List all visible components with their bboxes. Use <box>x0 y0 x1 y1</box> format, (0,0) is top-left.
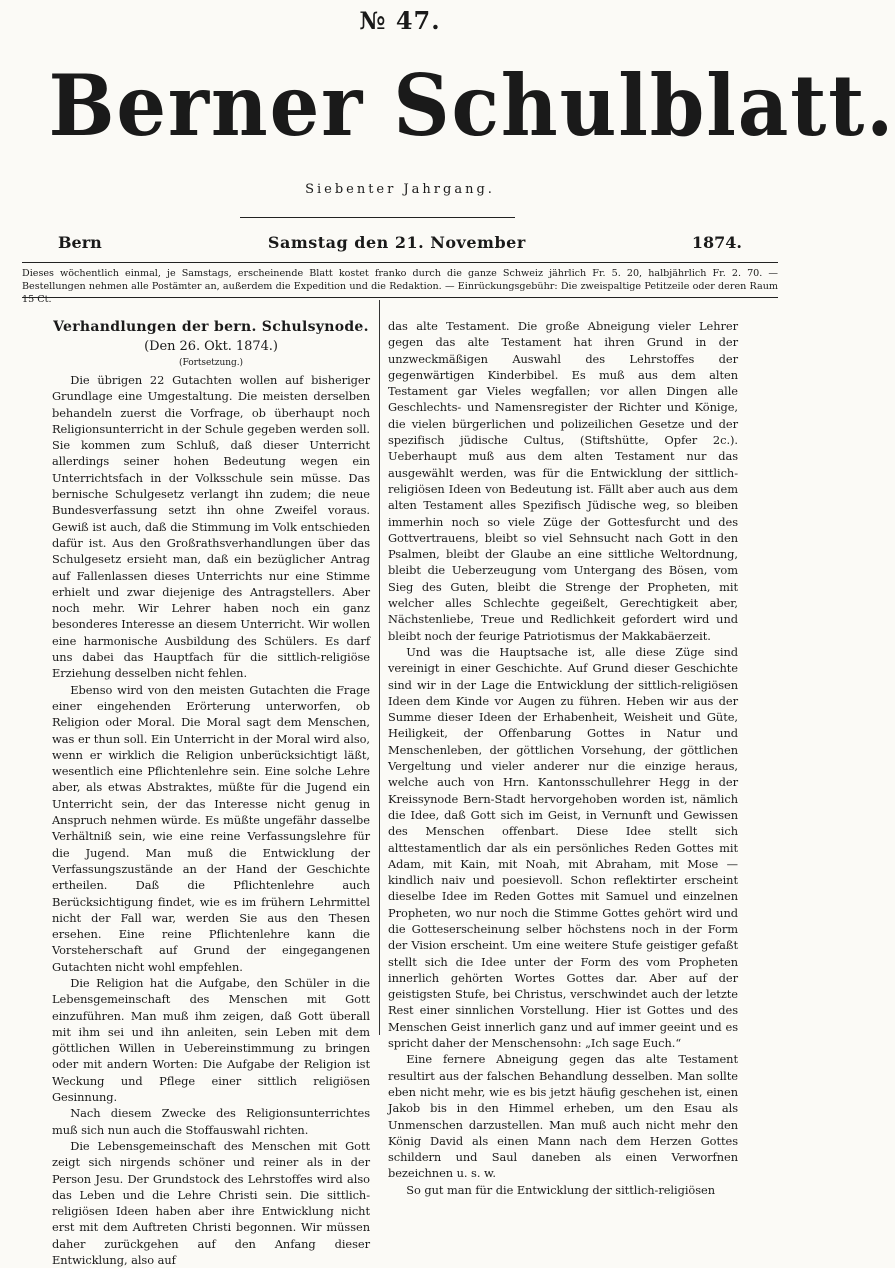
dateline <box>58 233 742 255</box>
issue-year: 1874. <box>691 233 742 252</box>
paragraph: Die Religion hat die Aufgabe, den Schüler in die Lebensgemeinschaft des Menschen mit Gott einzuführen. Man muß ihm zeigen, daß Gott überall mit ihm sei und ihn anleiten, sein Leben mit dem göttlichen Willen in Uebereinstimmung zu bringen oder mit andern Worten: Die Aufgabe der Religion ist Weckung und Pflege einer sittlich religiösen Gesinnung. <box>52 975 370 1105</box>
paragraph: das alte Testament. Die große Abneigung vieler Lehrer gegen das alte Testament hat ihren Grund in der unzweckmäßigen Auswahl des Lehrstoffes der gegenwärtigen Kinderbibel. Es muß aus dem alten Testament gar Vieles wegfallen; vor allen Dingen alle Geschlechts- und Namensregister der Richter und Könige, die vielen bürgerlichen und polizeilichen Gesetze und der spezifisch jüdische Cultus, (Stiftshütte, Opfer 2c.). Ueberhaupt muß aus dem alten Testament nur das ausgewählt werden, was für die Entwicklung der sittlich-religiösen Ideen von Bedeutung ist. Fällt aber auch aus dem alten Testament alles Spezifisch Jüdische weg, so bleiben immerhin noch so viele Züge der Gottesfurcht und des Gottvertrauens, bleibt so viel Sehnsucht nach Gott in den Psalmen, bleibt der Glaube an eine sittliche Weltordnung, bleibt die Ueberzeugung vom Untergang des Bösen, vom Sieg des Guten, bleibt die Strenge der Propheten, mit welcher alles Schlechte gegeißelt, Gerechtigkeit aber, Nächstenliebe, Treue und Redlichkeit gefordert wird und bleibt noch der feurige Patriotismus der Makkabäerzeit. <box>388 319 738 643</box>
paragraph: Ebenso wird von den meisten Gutachten die Frage einer eingehenden Erörterung unterworfen, ob Religion oder Moral. Die Moral sagt dem Menschen, was er thun soll. Ein Unterricht in der Moral wird also, wenn er wirklich die Religion unberücksichtigt läßt, wesentlich eine Pflichtenlehre sein. Eine solche Lehre aber, als etwas Abstraktes, müßte für die Jugend ein Unterricht sein, der das Interesse nicht genug in Anspruch nehmen würde. Es müßte ungefähr dasselbe Verhältniß sein, wie eine reine Verfassungslehre für die Jugend. Man muß die Entwicklung der Verfassungszustände an der Hand der Geschichte ertheilen. Daß die Pflichtenlehre auch Berücksichtigung findet, wie es im frühern Lehrmittel nicht der Fall war, werden Sie aus den Thesen ersehen. Eine reine Pflichtenlehre kann die Vorsteherschaft auf Grund der eingegangenen Gutachten nicht wohl empfehlen. <box>52 682 370 974</box>
volume-subtitle: Siebenter Jahrgang. <box>305 182 495 197</box>
issue-number: № 47. <box>359 6 441 35</box>
newspaper-title: Berner Schulblatt. <box>48 56 895 155</box>
paragraph: So gut man für die Entwicklung der sittlich-religiösen <box>406 1182 716 1197</box>
subscription-notice: Dieses wöchentlich einmal, je Samstags, erscheinende Blatt kostet franko durch die ganze Schweiz jährlich Fr. 5. 20, halbjährlich Fr. 2. 70. — Bestellungen nehmen alle Postämter an, außerdem die Expedition und die Redaktion. — Einrückungsgebühr: Die zweispaltige Petitzeile oder deren Raum 15 Ct. <box>22 268 778 305</box>
issue-date: Samstag den 21. November <box>267 233 526 252</box>
paragraph: Die übrigen 22 Gutachten wollen auf bisheriger Grundlage eine Umgestaltung. Die meisten derselben behandeln zuerst die Vorfrage, ob überhaupt noch Religionsunterricht in der Schule gegeben werden soll. Sie kommen zum Schluß, daß dieser Unterricht allerdings seiner hohen Bedeutung wegen ein Unterrichtsfach in der Volksschule sein müsse. Das bernische Schulgesetz verlangt ihn zudem; die neue Bundesverfassung setzt ihn ohne Zweifel voraus. Gewiß ist auch, daß die Stimmung im Volk entschieden dafür ist. Aus den Großrathsverhandlungen über das Schulgesetz ersieht man, daß ein bezüglicher Antrag auf Fallenlassen dieses Unterrichts nur eine Stimme erhielt und zwar diejenige des Antragstellers. Aber noch mehr. Wir Lehrer haben noch ein ganz besonderes Interesse an diesem Unterricht. Wir wollen eine harmonische Ausbildung des Schülers. Es darf uns dabei das Hauptfach für die sittlich-religiöse Erziehung desselben nicht fehlen. <box>52 373 370 681</box>
article-heading: Verhandlungen der bern. Schulsynode. <box>53 319 369 335</box>
divider <box>240 217 515 218</box>
paragraph: Nach diesem Zwecke des Religionsunterrichtes muß sich nun auch die Stoffauswahl richten. <box>52 1106 370 1137</box>
paragraph: Eine fernere Abneigung gegen das alte Testament resultirt aus der falschen Behandlung desselben. Man sollte eben nicht mehr, wie es bis jetzt häufig geschehen ist, einen Jakob bis in den Himmel erheben, um den Esau als Unmenschen darzustellen. Man muß auch nicht mehr den König David als einen Mann nach dem Herzen Gottes schildern und Saul daneben als einen Verworfnen bezeichnen u. s. w. <box>388 1052 738 1181</box>
article-date: (Den 26. Okt. 1874.) <box>144 339 278 354</box>
right-column <box>388 318 738 1198</box>
left-column <box>52 318 370 1268</box>
continuation-note: (Fortsetzung.) <box>179 358 243 368</box>
place-name: Bern <box>58 233 102 252</box>
divider <box>22 297 778 298</box>
paragraph: Die Lebensgemeinschaft des Menschen mit Gott zeigt sich nirgends schöner und reiner als in der Person Jesu. Der Grundstock des Lehrstoffes wird also das Leben und die Lehre Christi sein. Die sittlich-religiösen Ideen haben aber ihre Entwicklung nicht erst mit dem Auftreten Christi begonnen. Wir müssen daher zurückgehen auf den Anfang dieser Entwicklung, also auf <box>52 1138 370 1268</box>
divider <box>22 262 778 263</box>
column-divider <box>379 300 380 1035</box>
paragraph: Und was die Hauptsache ist, alle diese Züge sind vereinigt in einer Geschichte. Auf Grund dieser Geschichte sind wir in der Lage die Entwicklung der sittlich-religiösen Ideen dem Kinde vor Augen zu führen. Heben wir aus der Summe dieser Ideen der Erhabenheit, Weisheit und Güte, Heiligkeit, der Offenbarung Gottes in Natur und Menschenleben, der göttlichen Vorsehung, der göttlichen Vergeltung und vieler anderer nur die einzige heraus, welche auch von Hrn. Kantonsschullehrer Hegg in der Kreissynode Bern-Stadt hervorgehoben worden ist, nämlich die Idee, daß Gott sich im Geist, in Vernunft und Gewissen des Menschen offenbart. Diese Idee stellt sich alttestamentlich dar als ein persönliches Reden Gottes mit Adam, mit Kain, mit Noah, mit Abraham, mit Mose — kindlich naiv und poesievoll. Schon reflektirter erscheint dieselbe Idee im Reden Gottes mit Samuel und einzelnen Propheten, wo nur noch die Stimme Gottes gehört wird und die Gotteserscheinung selber höchstens noch in der Form der Vision erscheint. Um eine weitere Stufe geistiger gefaßt stellt sich die Idee unter der Form des vom Propheten innerlich gehörten Wortes Gottes dar. Aber auf der geistigsten Stufe, bei Christus, verschwindet auch der letzte Rest einer sinnlichen Vorstellung. Hier ist Gottes und des Menschen Geist innerlich ganz und auf immer geeint und es spricht daher der Menschensohn: „Ich sage Euch.“ <box>388 644 738 1051</box>
